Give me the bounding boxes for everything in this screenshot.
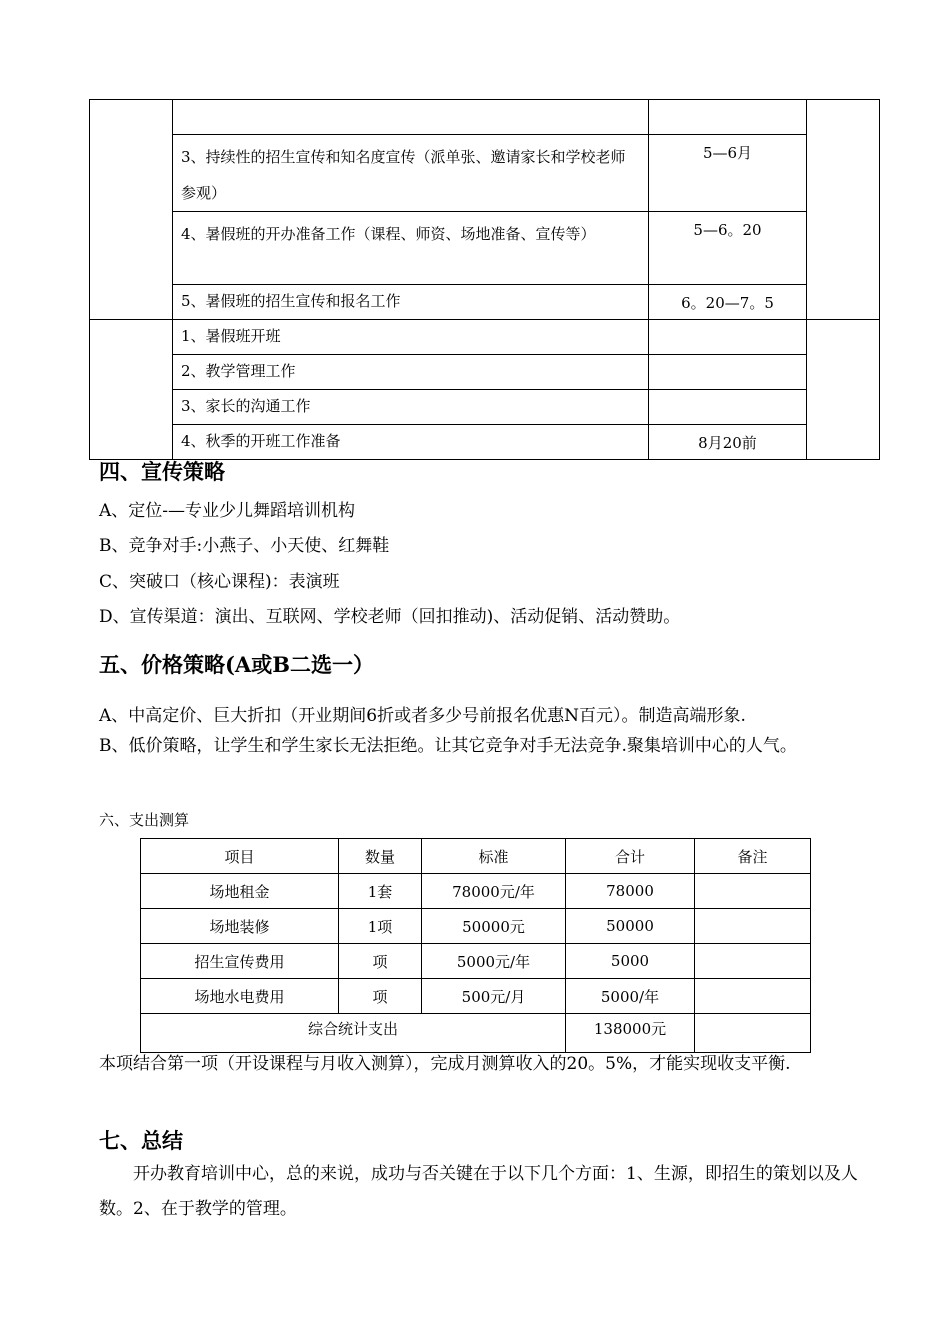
plan-task: 4、暑假班的开办准备工作（课程、师资、场地准备、宣传等） bbox=[173, 212, 649, 285]
section7-title: 七、总结 bbox=[99, 1128, 183, 1153]
plan-time bbox=[649, 320, 807, 355]
plan-task: 2、教学管理工作 bbox=[173, 355, 649, 390]
section5-title: 五、价格策略(A或B二选一） bbox=[99, 652, 374, 677]
cost-cell: 场地租金 bbox=[141, 874, 339, 909]
cost-cell bbox=[695, 874, 811, 909]
plan-task: 3、家长的沟通工作 bbox=[173, 390, 649, 425]
cost-cell: 50000 bbox=[566, 909, 695, 944]
plan-time bbox=[649, 100, 807, 135]
cost-cell bbox=[695, 944, 811, 979]
cost-row bbox=[141, 944, 811, 979]
cost-total-value: 138000元 bbox=[566, 1014, 695, 1053]
plan-task bbox=[173, 100, 649, 135]
cost-cell: 场地水电费用 bbox=[141, 979, 339, 1014]
cost-header: 数量 bbox=[339, 839, 422, 874]
plan-task: 3、持续性的招生宣传和知名度宣传（派单张、邀请家长和学校老师参观） bbox=[173, 135, 649, 212]
cost-row bbox=[141, 979, 811, 1014]
cost-cell: 5000/年 bbox=[566, 979, 695, 1014]
section4-title: 四、宣传策略 bbox=[99, 459, 225, 484]
cost-cell: 50000元 bbox=[422, 909, 566, 944]
section4-item: D、宣传渠道：演出、互联网、学校老师（回扣推动)、活动促销、活动赞助。 bbox=[99, 607, 681, 627]
plan-task: 1、暑假班开班 bbox=[173, 320, 649, 355]
plan-table bbox=[89, 99, 880, 460]
section6-note: 本项结合第一项（开设课程与月收入测算），完成月测算收入的20。5%，才能实现收支平衡. bbox=[99, 1054, 791, 1074]
cost-cell: 500元/月 bbox=[422, 979, 566, 1014]
cost-header: 合计 bbox=[566, 839, 695, 874]
plan-phase-cell bbox=[90, 320, 173, 460]
cost-total-label: 综合统计支出 bbox=[141, 1014, 566, 1053]
section6-title: 六、支出测算 bbox=[99, 811, 190, 829]
cost-cell: 场地装修 bbox=[141, 909, 339, 944]
plan-phase-cell bbox=[90, 100, 173, 320]
plan-time: 5—6。20 bbox=[649, 212, 807, 285]
plan-task: 4、秋季的开班工作准备 bbox=[173, 425, 649, 460]
plan-time: 8月20前 bbox=[649, 425, 807, 460]
cost-cell: 78000 bbox=[566, 874, 695, 909]
cost-header: 备注 bbox=[695, 839, 811, 874]
section4-item: A、定位-—专业少儿舞蹈培训机构 bbox=[99, 501, 356, 521]
section4-item: B、竞争对手:小燕子、小天使、红舞鞋 bbox=[99, 536, 390, 556]
plan-task: 5、暑假班的招生宣传和报名工作 bbox=[173, 285, 649, 320]
cost-header: 项目 bbox=[141, 839, 339, 874]
cost-cell: 招生宣传费用 bbox=[141, 944, 339, 979]
cost-cell: 1项 bbox=[339, 909, 422, 944]
cost-row bbox=[141, 909, 811, 944]
section7-body: 开办教育培训中心，总的来说，成功与否关键在于以下几个方面：1、生源，即招生的策划以及人数。2、在于教学的管理。 bbox=[99, 1164, 858, 1219]
cost-cell: 5000 bbox=[566, 944, 695, 979]
plan-time: 6。20—7。5 bbox=[649, 285, 807, 320]
cost-table bbox=[140, 838, 811, 1053]
cost-header: 标准 bbox=[422, 839, 566, 874]
cost-cell: 项 bbox=[339, 979, 422, 1014]
plan-note-cell bbox=[807, 100, 880, 320]
cost-cell bbox=[695, 979, 811, 1014]
section5-item-a: A、中高定价、巨大折扣（开业期间6折或者多少号前报名优惠N百元）。制造高端形象. bbox=[99, 706, 746, 726]
cost-cell: 1套 bbox=[339, 874, 422, 909]
section5-item-b: B、低价策略，让学生和学生家长无法拒绝。让其它竞争对手无法竞争.聚集培训中心的人气。 bbox=[99, 736, 797, 756]
plan-time bbox=[649, 355, 807, 390]
plan-time bbox=[649, 390, 807, 425]
plan-time: 5—6月 bbox=[649, 135, 807, 212]
section4-item: C、突破口（核心课程)：表演班 bbox=[99, 572, 340, 592]
cost-cell bbox=[695, 909, 811, 944]
cost-cell: 项 bbox=[339, 944, 422, 979]
cost-row bbox=[141, 874, 811, 909]
plan-note-cell bbox=[807, 320, 880, 460]
cost-cell: 5000元/年 bbox=[422, 944, 566, 979]
cost-cell: 78000元/年 bbox=[422, 874, 566, 909]
